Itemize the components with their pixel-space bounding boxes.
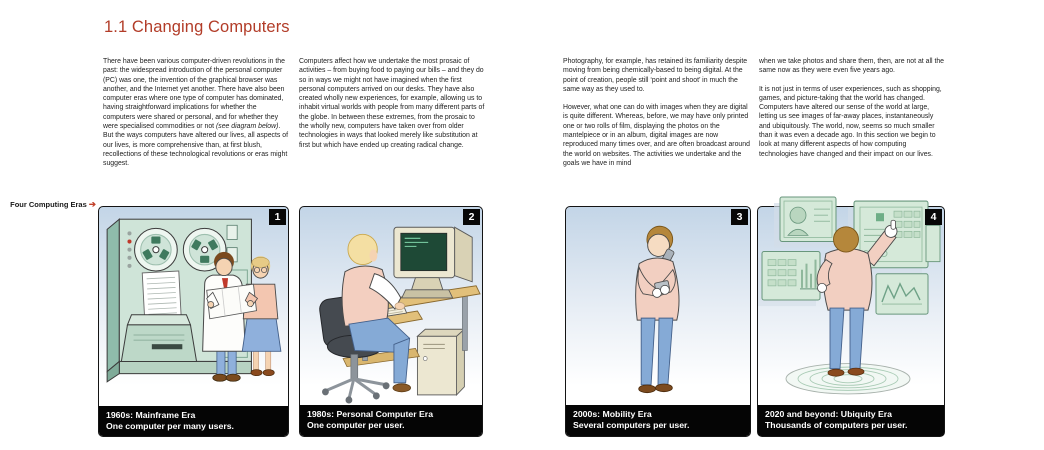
personal-computer-era-illustration: [300, 207, 482, 405]
head: [834, 227, 859, 252]
mobile-user-scene: [566, 207, 750, 405]
panel-number: 3: [736, 211, 743, 223]
era-panel-4: [757, 206, 945, 437]
panel-number: 2: [468, 211, 475, 223]
era-panel-2: [299, 206, 483, 437]
mainframe-scene: [99, 207, 288, 406]
era-caption-title: 2020 and beyond: Ubiquity Era: [765, 409, 892, 419]
panel-number: 4: [930, 211, 937, 223]
crt-monitor: [394, 227, 472, 298]
era-caption: [566, 405, 750, 436]
era-caption: [758, 405, 944, 436]
mainframe-era-illustration: [99, 207, 288, 406]
video-call-screen: [780, 197, 836, 241]
era-panel-3: [565, 206, 751, 437]
body-text-column-1: [103, 57, 290, 178]
figure-pointer-text: Four Computing Eras: [10, 200, 87, 209]
mobility-era-illustration: [566, 207, 750, 405]
figure-pointer-label: [4, 199, 96, 210]
standing-person-figure: [636, 224, 679, 393]
panel-number-badge: [731, 209, 748, 225]
paragraph: when we take photos and share them, then, are not at all the same now as they were even five years ago.: [759, 58, 945, 75]
panel-number-badge: [463, 209, 480, 225]
era-caption: [99, 406, 288, 436]
floor-rings: [786, 364, 910, 394]
era-caption-subtitle: Thousands of computers per user.: [765, 420, 908, 430]
era-caption-title: 1960s: Mainframe Era: [106, 410, 196, 421]
page-title: 1.1 Changing Computers: [104, 18, 290, 37]
paragraph: However, what one can do with images when they are digital is quite different. Whereas, before, we may have only printed one or two rolls of film, displaying the photos on the mantelpiece or in an album, digital images are now reproduced many times over, and are often broadcast around the world on websites. The activities we undertake and the goals we have in mind: [563, 104, 750, 167]
ubiquity-era-illustration: [758, 207, 944, 405]
text-run: . But the ways computers have altered our lives, all aspects of our lives, is more comprehensive than, at first blush, recollections of these technological revolutions or eras might suggest.: [103, 123, 288, 168]
era-caption: [300, 405, 482, 436]
body-text-column-2: [299, 57, 486, 159]
panel-number-badge: [269, 209, 286, 225]
right-arrow-icon: ➔: [88, 199, 96, 209]
panel-number: 1: [274, 211, 281, 223]
era-caption-subtitle: One computer per many users.: [106, 421, 234, 432]
paragraph: [103, 57, 290, 169]
paragraph: It is not just in terms of user experiences, such as shopping, games, and picture-taking that the world has changed. Computers have altered our sense of the world at large, letting us see images of far-away places, instantaneously and ubiquitously. The world, now, seems so much smaller than it was even a decade ago. In this section we begin to look at many different aspects of how computing technologies have changed and their impact on our lives.: [759, 85, 942, 158]
text-run: There have been various computer-driven revolutions in the past: the widespread introduction of the personal computer (PC) was one, the invention of the graphical browser was another, and the Internet yet another. There have also been computer eras where one type of computer has dominated, having straightforward implications for whether the computers were shared or personal, and for whether they were specialised commodities or not: [103, 58, 285, 131]
panel-number-badge: [925, 209, 942, 225]
computer-tower: [417, 329, 464, 395]
era-caption-title: 2000s: Mobility Era: [573, 409, 652, 419]
paragraph: Photography, for example, has retained its familiarity despite moving from being chemically-based to being digital. At the point of creation, people still ‘point and shoot’ in much the same way as they used to.: [563, 58, 748, 93]
desktop-pc-scene: [300, 207, 482, 405]
body-text-column-4: [759, 57, 946, 168]
era-caption-subtitle: One computer per user.: [307, 420, 405, 430]
era-caption-title: 1980s: Personal Computer Era: [307, 409, 434, 419]
era-panel-1: [98, 206, 289, 437]
text-run-italic: (see diagram below): [215, 123, 279, 131]
tape-reel-icon: [135, 228, 178, 271]
spreadsheet-screen: [762, 252, 820, 300]
body-text-column-3: [563, 57, 750, 177]
chart-screen: [876, 274, 928, 314]
era-caption-subtitle: Several computers per user.: [573, 420, 690, 430]
ambient-screens-scene: [758, 195, 944, 405]
paragraph: Computers affect how we undertake the most prosaic of activities – from buying food to paying our bills – and they do so in ways we might not have imagined when the first personal computers arrived on our desks. They have also created wholly new experiences, for example, allowing us to inhabit virtual worlds with people from many different parts of the globe. In between these extremes, from the prosaic to the wholly new, computers have taken over from older technologies in ways that looked merely like substitution at first but which have ended up creating radical change.: [299, 58, 485, 149]
